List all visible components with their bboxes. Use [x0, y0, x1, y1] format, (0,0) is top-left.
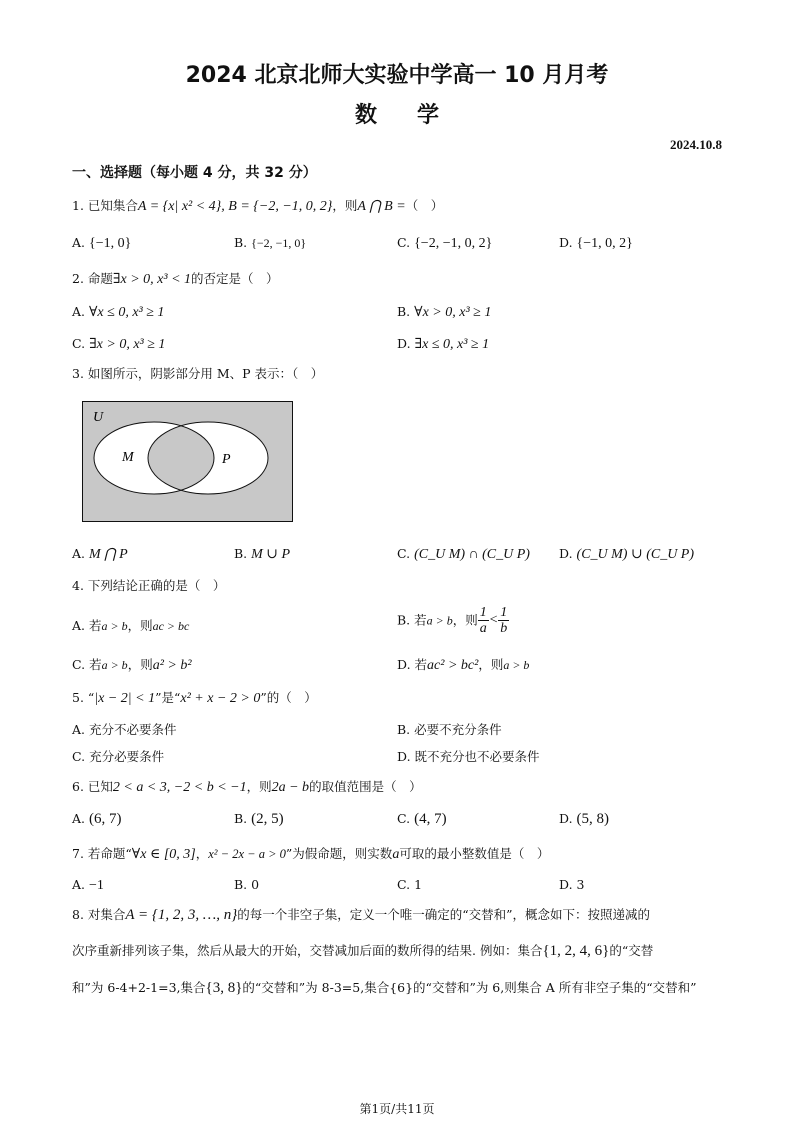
- frac-den: b: [500, 621, 508, 636]
- q6-prefix: 6. 已知: [72, 779, 113, 794]
- set-m-label: M: [122, 450, 134, 465]
- page-number: 第1页/共11页: [359, 1102, 435, 1116]
- option-result: ac > bc: [152, 619, 190, 633]
- q8-line3-text: 和”为 6-4+2-1=3,集合: [72, 980, 206, 995]
- fraction-1-over-a: [478, 605, 489, 636]
- option-letter: B.: [234, 546, 252, 561]
- option-cond: a > b: [101, 658, 128, 672]
- exam-title: 2024 北京北师大实验中学高一 10 月月考: [185, 63, 609, 88]
- option-math: {−1, 0}: [88, 236, 132, 251]
- option-letter: A.: [72, 235, 89, 250]
- venn-diagram: [82, 401, 294, 523]
- q8-line2-text: 次序重新排列该子集，然后从最大的开始，交替减加后面的数所得的结果. 例如：集合: [72, 943, 543, 958]
- question-6: [72, 778, 422, 797]
- option-math: ∃x > 0, x³ ≥ 1: [89, 337, 166, 352]
- q4-option-d[interactable]: [397, 656, 529, 675]
- q7-mid: ”为假命题，则实数: [285, 846, 393, 861]
- q6-option-d[interactable]: [559, 810, 609, 828]
- q1-post: ，则: [332, 198, 358, 213]
- option-letter: D.: [559, 546, 577, 561]
- q1-option-c[interactable]: [397, 234, 492, 253]
- q8-line2-post: 的“交替: [609, 943, 654, 958]
- option-mid: ，则: [452, 612, 478, 628]
- set-p-label: P: [222, 452, 231, 467]
- q4-option-a[interactable]: [72, 617, 189, 635]
- q2-expr: ∃x > 0, x³ < 1: [112, 272, 192, 287]
- q1-sets: A = {x| x² < 4}, B = {−2, −1, 0, 2}: [137, 199, 333, 214]
- q5-post: ”的（ ）: [260, 690, 317, 705]
- option-letter: C.: [72, 336, 90, 351]
- option-math: (5, 8): [576, 811, 610, 827]
- option-math: (6, 7): [88, 811, 122, 827]
- q7-expr1: ∀x ∈ [0, 3]: [131, 847, 196, 862]
- option-letter: B.: [234, 811, 252, 826]
- question-4: 4. 下列结论正确的是（ ）: [72, 578, 226, 593]
- frac-den: a: [479, 621, 487, 636]
- q3-option-a[interactable]: [72, 545, 128, 564]
- q1-paren: （ ）: [405, 198, 444, 213]
- exam-subject: 数学: [354, 103, 479, 128]
- option-result: a² > b²: [152, 658, 192, 673]
- q7-option-b[interactable]: B. 0: [234, 877, 260, 892]
- option-cond: ac² > bc²: [427, 658, 479, 673]
- option-label: A. 若: [72, 618, 102, 633]
- option-math: (4, 7): [414, 811, 447, 827]
- universe-label: U: [93, 410, 104, 425]
- q5-expr2: x² + x − 2 > 0: [180, 691, 261, 706]
- option-letter: B.: [397, 304, 415, 319]
- option-math: ∃x ≤ 0, x³ ≥ 1: [414, 337, 490, 352]
- question-8-line-1: [72, 906, 650, 924]
- q1-option-a[interactable]: [72, 234, 131, 253]
- q1-option-b[interactable]: [234, 234, 306, 252]
- question-7: [72, 845, 549, 864]
- q6-option-a[interactable]: [72, 810, 121, 828]
- q5-option-a[interactable]: A. 充分不必要条件: [72, 722, 177, 737]
- question-8-line-3: [72, 979, 697, 997]
- q6-option-c[interactable]: [397, 810, 447, 828]
- option-math: {−2, −1, 0}: [251, 236, 307, 250]
- option-math: (C_U M) ∩ (C_U P): [414, 547, 530, 562]
- option-letter: C.: [397, 235, 415, 250]
- q5-expr1: |x − 2| < 1: [94, 691, 156, 706]
- q7-comma: ，: [195, 846, 209, 861]
- option-label: B. 若: [397, 612, 427, 628]
- option-letter: A.: [72, 304, 89, 319]
- q7-option-a[interactable]: [72, 876, 104, 895]
- q2-option-a[interactable]: [72, 303, 164, 322]
- q6-expr2: 2a − b: [271, 780, 310, 795]
- fraction-1-over-b: [498, 605, 509, 636]
- q3-option-b[interactable]: [234, 545, 290, 564]
- option-label: D. 若: [397, 657, 428, 672]
- q7-var: a: [392, 847, 400, 862]
- q2-prefix: 2. 命题: [72, 271, 113, 286]
- q5-option-b[interactable]: B. 必要不充分条件: [397, 722, 502, 737]
- q7-post: 可取的最小整数值是（ ）: [399, 846, 550, 861]
- section-heading-choice: 一、选择题（每小题 4 分，共 32 分）: [72, 165, 317, 181]
- option-letter: D.: [559, 235, 577, 250]
- q8-prefix: 8. 对集合: [72, 907, 126, 922]
- option-letter: D.: [559, 811, 577, 826]
- q6-post: 的取值范围是（ ）: [309, 779, 422, 794]
- q8-line1-text: 的每一个非空子集，定义一个唯一确定的“交替和”，概念如下：按照递减的: [237, 907, 651, 922]
- option-math: (C_U M) ∪ (C_U P): [576, 547, 695, 562]
- option-mid: ，则: [127, 657, 153, 672]
- option-letter: B.: [234, 235, 252, 250]
- option-letter: C.: [397, 546, 415, 561]
- option-letter: C.: [397, 811, 415, 826]
- q6-expr: 2 < a < 3, −2 < b < −1: [112, 780, 247, 795]
- q7-option-d[interactable]: D. 3: [559, 877, 585, 892]
- question-5: [72, 689, 317, 708]
- q5-mid: ”是“: [155, 690, 181, 705]
- option-math: −1: [88, 878, 104, 893]
- option-math: {−1, 0, 2}: [576, 236, 633, 251]
- q5-option-d[interactable]: D. 既不充分也不必要条件: [397, 749, 540, 764]
- q7-prefix: 7. 若命题“: [72, 846, 132, 861]
- q7-expr2: x² − 2x − a > 0: [208, 847, 286, 861]
- option-cond: a > b: [101, 619, 128, 633]
- option-label: C. 若: [72, 657, 102, 672]
- q1-prefix: 1. 已知集合: [72, 198, 138, 213]
- option-letter: A.: [72, 811, 89, 826]
- question-1: [72, 197, 443, 216]
- option-math: M ∪ P: [251, 547, 291, 562]
- option-mid: ，则: [127, 618, 153, 633]
- q8-example-set-2: {3, 8}: [205, 980, 243, 996]
- question-3: 3. 如图所示，阴影部分用 M、P 表示：（ ）: [72, 366, 324, 381]
- q8-set-a: A = {1, 2, 3, …, n}: [125, 907, 238, 923]
- q3-option-c[interactable]: [397, 545, 530, 564]
- option-letter: D.: [397, 336, 415, 351]
- exam-date: 2024.10.8: [670, 137, 722, 152]
- q5-option-c[interactable]: C. 充分必要条件: [72, 749, 165, 764]
- q6-mid: ，则: [246, 779, 272, 794]
- q1-option-d[interactable]: [559, 234, 633, 253]
- option-result: a > b: [503, 658, 530, 672]
- option-math: (2, 5): [251, 811, 284, 827]
- frac-num: 1: [500, 605, 508, 620]
- q2-post: 的否定是（ ）: [191, 271, 279, 286]
- q6-option-b[interactable]: [234, 810, 284, 828]
- option-mid: ，则: [478, 657, 504, 672]
- question-2: [72, 270, 279, 289]
- option-math: {−2, −1, 0, 2}: [414, 236, 493, 251]
- option-letter: A.: [72, 877, 89, 892]
- q4-option-b[interactable]: [397, 605, 509, 636]
- frac-num: 1: [479, 605, 487, 620]
- q3-option-d[interactable]: [559, 545, 694, 564]
- q2-option-c[interactable]: [72, 335, 165, 354]
- option-letter: A.: [72, 546, 89, 561]
- q8-line3-post: 的“交替和”为 8-3=5,集合{6}的“交替和”为 6,则集合 A 所有非空子集的“交替和”: [242, 980, 697, 995]
- option-math: M ⋂ P: [88, 547, 128, 562]
- q4-option-c[interactable]: [72, 656, 192, 675]
- q1-operation: A ⋂ B =: [357, 199, 406, 214]
- option-math: ∀x > 0, x³ ≥ 1: [414, 305, 492, 320]
- q5-prefix: 5. “: [72, 690, 95, 705]
- q2-option-b[interactable]: [397, 303, 491, 322]
- option-math: ∀x ≤ 0, x³ ≥ 1: [88, 305, 165, 320]
- q8-example-set: {1, 2, 4, 6}: [542, 943, 610, 959]
- q7-option-c[interactable]: C. 1: [397, 877, 423, 892]
- q2-option-d[interactable]: [397, 335, 489, 354]
- less-than: <: [488, 612, 499, 628]
- option-cond: a > b: [426, 613, 453, 628]
- question-8-line-2: [72, 942, 653, 960]
